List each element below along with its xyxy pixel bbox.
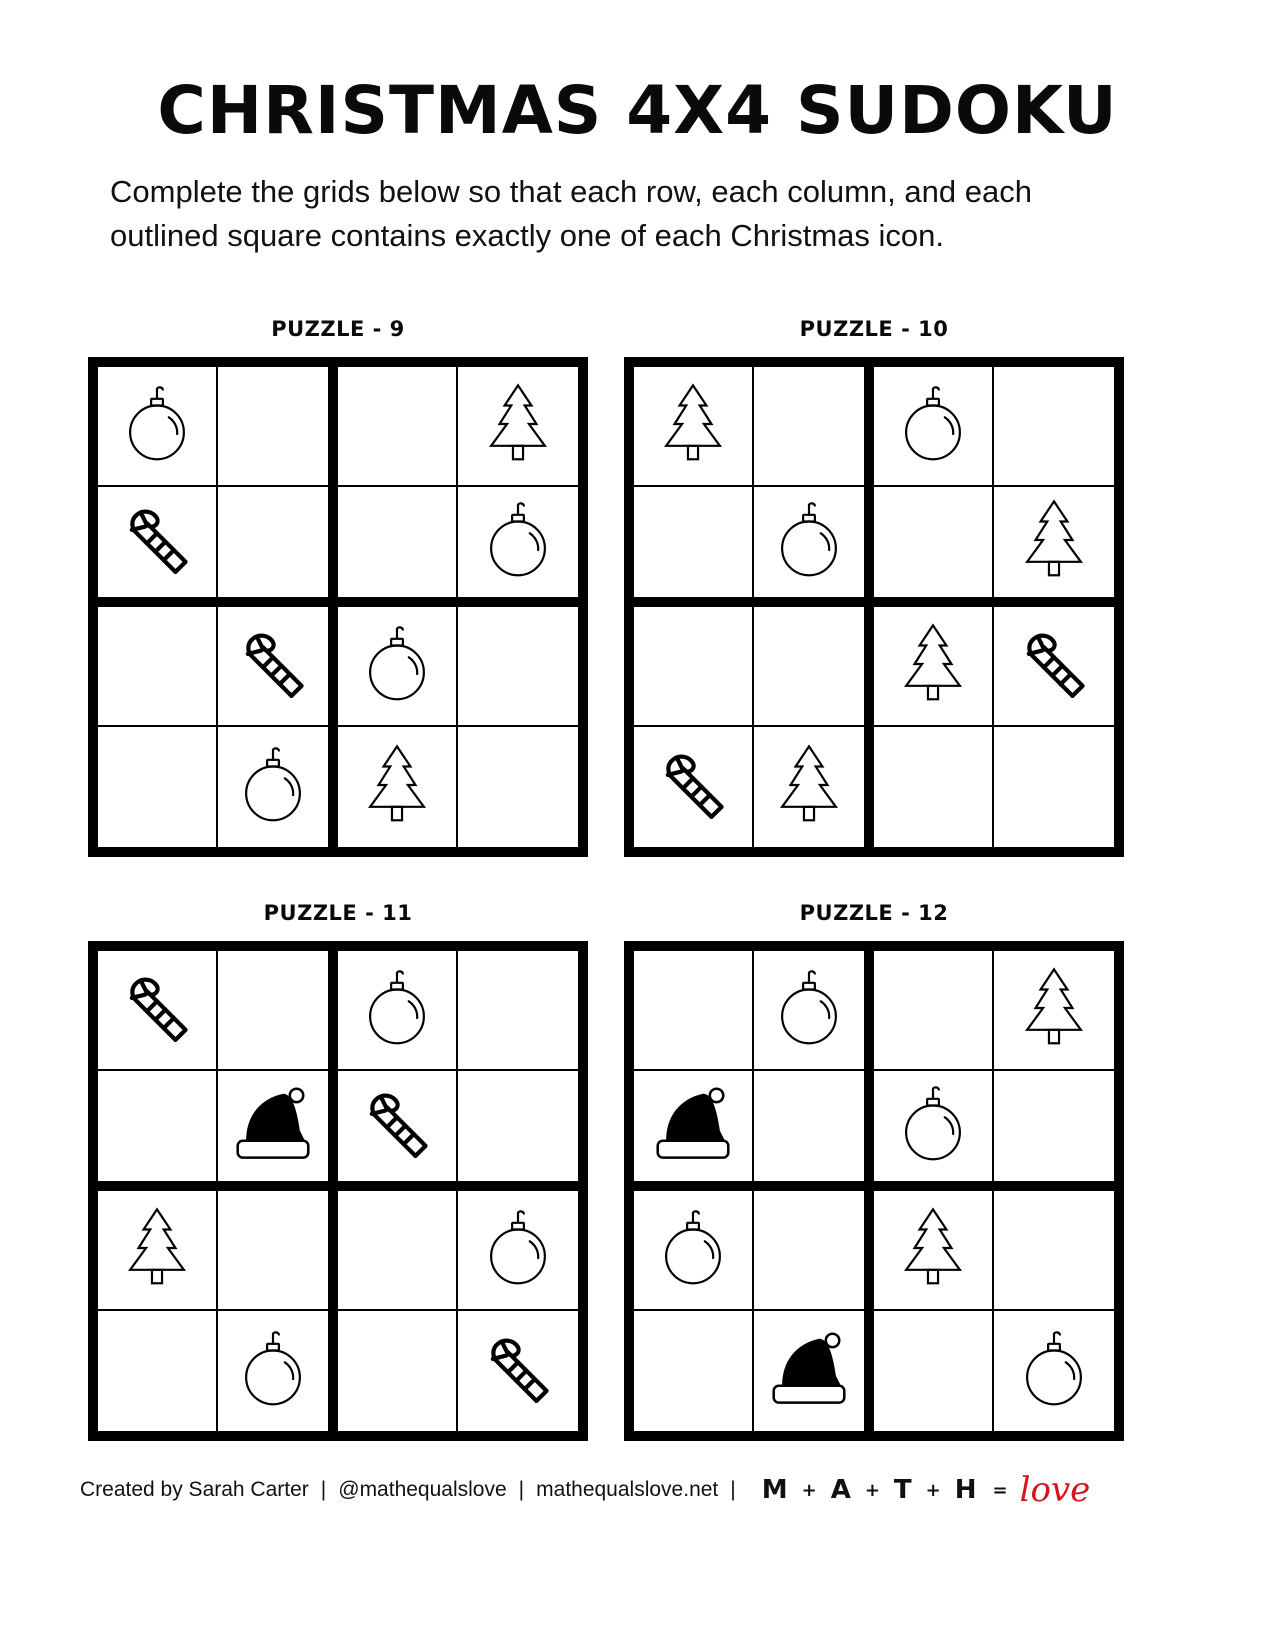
grid-cell-r2c4[interactable]: [994, 1071, 1114, 1191]
grid-cell-r4c2: [218, 727, 338, 847]
grid-cell-r4c3: [338, 727, 458, 847]
grid-cell-r3c1: [98, 1191, 218, 1311]
grid-cell-r3c2[interactable]: [218, 1191, 338, 1311]
grid-cell-r4c2: [754, 727, 874, 847]
christmas-tree-icon: [891, 1206, 975, 1294]
grid-cell-r1c3: [338, 951, 458, 1071]
candy-cane-icon: [355, 1082, 439, 1170]
ornament-icon: [1012, 1327, 1096, 1415]
grid-cell-r4c1[interactable]: [98, 727, 218, 847]
santa-hat-icon: [767, 1327, 851, 1415]
footer-site: mathequalslove.net: [536, 1478, 719, 1501]
grid-cell-r2c4: [458, 487, 578, 607]
brand-love-script: love: [1019, 1470, 1091, 1510]
ornament-icon: [891, 1082, 975, 1170]
grid-cell-r4c4[interactable]: [458, 727, 578, 847]
ornament-icon: [476, 498, 560, 586]
grid-cell-r1c2[interactable]: [754, 367, 874, 487]
ornament-icon: [355, 622, 439, 710]
grid-cell-r4c4: [458, 1311, 578, 1431]
grid-cell-r3c3: [874, 607, 994, 727]
page-title: CHRISTMAS 4X4 SUDOKU: [157, 72, 1118, 149]
grid-cell-r2c3[interactable]: [338, 487, 458, 607]
ornament-icon: [767, 966, 851, 1054]
grid-cell-r1c4[interactable]: [994, 367, 1114, 487]
footer-credit: Created by Sarah Carter: [80, 1478, 309, 1501]
brand-plus: +: [864, 1479, 880, 1501]
grid-cell-r2c2: [218, 1071, 338, 1191]
grid-cell-r3c4[interactable]: [458, 607, 578, 727]
ornament-icon: [355, 966, 439, 1054]
grid-cell-r1c1: [98, 951, 218, 1071]
footer: [80, 1470, 1200, 1510]
christmas-tree-icon: [891, 622, 975, 710]
grid-cell-r2c2[interactable]: [218, 487, 338, 607]
grid-cell-r1c1[interactable]: [634, 951, 754, 1071]
christmas-tree-icon: [355, 743, 439, 831]
christmas-tree-icon: [1012, 966, 1096, 1054]
candy-cane-icon: [231, 622, 315, 710]
grid-cell-r4c3[interactable]: [874, 727, 994, 847]
christmas-tree-icon: [115, 1206, 199, 1294]
grid-cell-r1c2: [754, 951, 874, 1071]
sudoku-grid: [624, 941, 1124, 1441]
grid-cell-r4c2: [218, 1311, 338, 1431]
candy-cane-icon: [115, 498, 199, 586]
santa-hat-icon: [231, 1082, 315, 1170]
grid-cell-r2c3: [338, 1071, 458, 1191]
grid-cell-r1c3[interactable]: [338, 367, 458, 487]
grid-cell-r2c1: [634, 1071, 754, 1191]
grid-cell-r3c2[interactable]: [754, 1191, 874, 1311]
christmas-tree-icon: [476, 382, 560, 470]
grid-cell-r1c4: [458, 367, 578, 487]
grid-cell-r1c1: [98, 367, 218, 487]
sudoku-grid: [624, 357, 1124, 857]
ornament-icon: [231, 1327, 315, 1415]
puzzle-label: PUZZLE - 12: [799, 901, 949, 925]
brand-letter-a: A: [830, 1475, 851, 1505]
ornament-icon: [115, 382, 199, 470]
footer-separator: |: [730, 1478, 736, 1501]
sudoku-grid: [88, 357, 588, 857]
grid-cell-r2c2[interactable]: [754, 1071, 874, 1191]
footer-handle: @mathequalslove: [338, 1478, 507, 1501]
grid-cell-r4c4[interactable]: [994, 727, 1114, 847]
grid-cell-r1c3: [874, 367, 994, 487]
footer-separator: |: [320, 1478, 327, 1501]
grid-cell-r2c1[interactable]: [634, 487, 754, 607]
puzzle-label: PUZZLE - 11: [263, 901, 413, 925]
brand-letter-t: T: [893, 1475, 912, 1505]
grid-cell-r1c2[interactable]: [218, 951, 338, 1071]
grid-cell-r4c3[interactable]: [338, 1311, 458, 1431]
grid-cell-r1c4[interactable]: [458, 951, 578, 1071]
grid-cell-r2c3: [874, 1071, 994, 1191]
brand-letter-h: H: [954, 1475, 977, 1505]
candy-cane-icon: [651, 743, 735, 831]
christmas-tree-icon: [767, 743, 851, 831]
grid-cell-r4c3[interactable]: [874, 1311, 994, 1431]
instructions-text: Complete the grids below so that each row, each column, and each outlined square contains exactly one of each Christmas icon.: [110, 174, 1032, 253]
grid-cell-r4c1[interactable]: [98, 1311, 218, 1431]
grid-cell-r4c4: [994, 1311, 1114, 1431]
candy-cane-icon: [115, 966, 199, 1054]
ornament-icon: [231, 743, 315, 831]
grid-cell-r3c1[interactable]: [634, 607, 754, 727]
puzzle-label: PUZZLE - 10: [799, 317, 949, 341]
grid-cell-r2c3[interactable]: [874, 487, 994, 607]
brand-equals: =: [992, 1479, 1008, 1501]
grid-cell-r3c1: [634, 1191, 754, 1311]
christmas-tree-icon: [651, 382, 735, 470]
grid-cell-r3c3: [874, 1191, 994, 1311]
grid-cell-r4c1[interactable]: [634, 1311, 754, 1431]
grid-cell-r3c2: [218, 607, 338, 727]
grid-cell-r3c2[interactable]: [754, 607, 874, 727]
puzzle-label: PUZZLE - 9: [271, 317, 405, 341]
grid-cell-r2c2: [754, 487, 874, 607]
candy-cane-icon: [1012, 622, 1096, 710]
santa-hat-icon: [651, 1082, 735, 1170]
grid-cell-r2c4: [994, 487, 1114, 607]
grid-cell-r4c1: [634, 727, 754, 847]
grid-cell-r1c4: [994, 951, 1114, 1071]
christmas-tree-icon: [1012, 498, 1096, 586]
grid-cell-r4c2: [754, 1311, 874, 1431]
grid-cell-r1c1: [634, 367, 754, 487]
grid-cell-r3c4[interactable]: [994, 1191, 1114, 1311]
sudoku-grid: [88, 941, 588, 1441]
candy-cane-icon: [476, 1327, 560, 1415]
grid-cell-r3c3[interactable]: [338, 1191, 458, 1311]
grid-cell-r3c3: [338, 607, 458, 727]
ornament-icon: [891, 382, 975, 470]
grid-cell-r2c1[interactable]: [98, 1071, 218, 1191]
grid-cell-r2c4[interactable]: [458, 1071, 578, 1191]
ornament-icon: [476, 1206, 560, 1294]
brand-letter-m: M: [761, 1475, 788, 1505]
brand-plus: +: [925, 1479, 941, 1501]
grid-cell-r3c4: [994, 607, 1114, 727]
brand-plus: +: [801, 1479, 817, 1501]
grid-cell-r1c2[interactable]: [218, 367, 338, 487]
grid-cell-r3c4: [458, 1191, 578, 1311]
grid-cell-r1c3[interactable]: [874, 951, 994, 1071]
ornament-icon: [651, 1206, 735, 1294]
grid-cell-r2c1: [98, 487, 218, 607]
footer-separator: |: [518, 1478, 525, 1501]
grid-cell-r3c1[interactable]: [98, 607, 218, 727]
math-equals-love-logo: [762, 1470, 1091, 1510]
ornament-icon: [767, 498, 851, 586]
